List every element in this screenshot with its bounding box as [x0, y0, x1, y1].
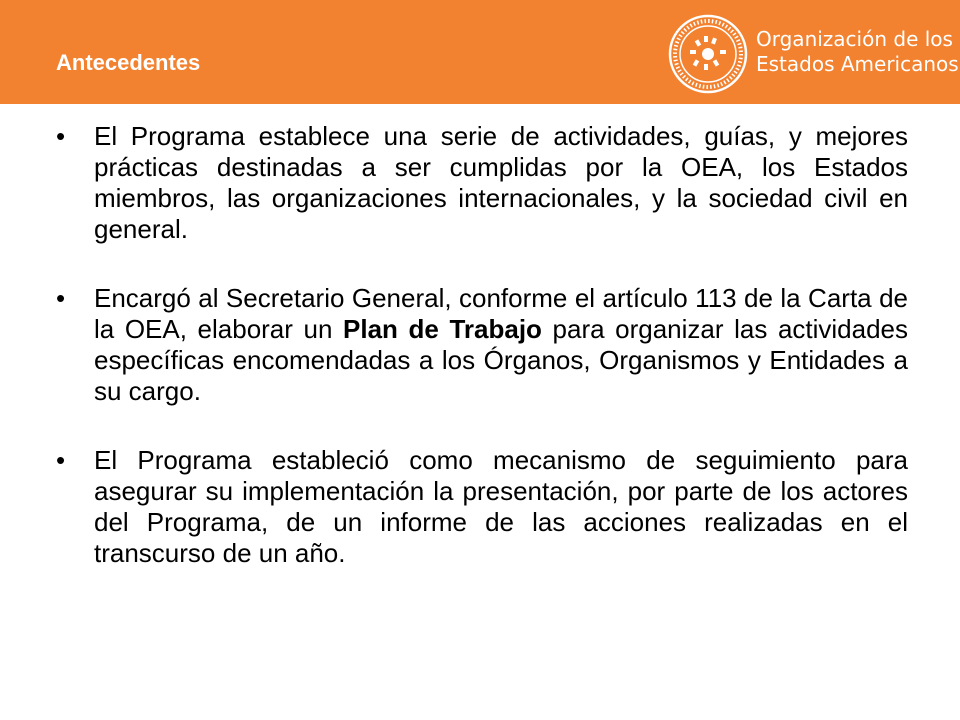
oas-seal-icon: [668, 14, 748, 94]
slide-title: Antecedentes: [56, 50, 201, 75]
organization-name: [756, 27, 959, 77]
bullet-text-before: Encargó al Secretario General, conforme el artículo 113 de la Carta de la OEA, elaborar un: [94, 283, 908, 344]
org-name-line2: Estados Americanos: [756, 52, 959, 76]
bullet-item: [56, 445, 908, 569]
bullet-icon: •: [56, 445, 66, 475]
bullet-text: El Programa establece una serie de actividades, guías, y mejores prácticas destinadas a ser cumplidas por la OEA, los Estados miembros, las organizaciones internacionales, y la sociedad civil en general.: [94, 121, 908, 244]
bullet-icon: •: [56, 283, 66, 313]
bullet-text-after: para organizar las actividades específicas encomendadas a los Órganos, Organismos y Entidades a su cargo.: [94, 314, 909, 406]
bullet-icon: •: [56, 121, 66, 151]
bullet-text-bold: Plan de Trabajo: [343, 314, 542, 344]
bullet-text: El Programa estableció como mecanismo de seguimiento para asegurar su implementación la presentación, por parte de los actores del Programa, de un informe de las acciones realizadas en el transcurso de un año.: [94, 445, 908, 568]
bullet-list: [56, 121, 908, 607]
org-name-line1: Organización de los: [756, 27, 953, 51]
bullet-item: [56, 283, 908, 407]
header-bar: [0, 0, 960, 104]
bullet-item: [56, 121, 908, 245]
